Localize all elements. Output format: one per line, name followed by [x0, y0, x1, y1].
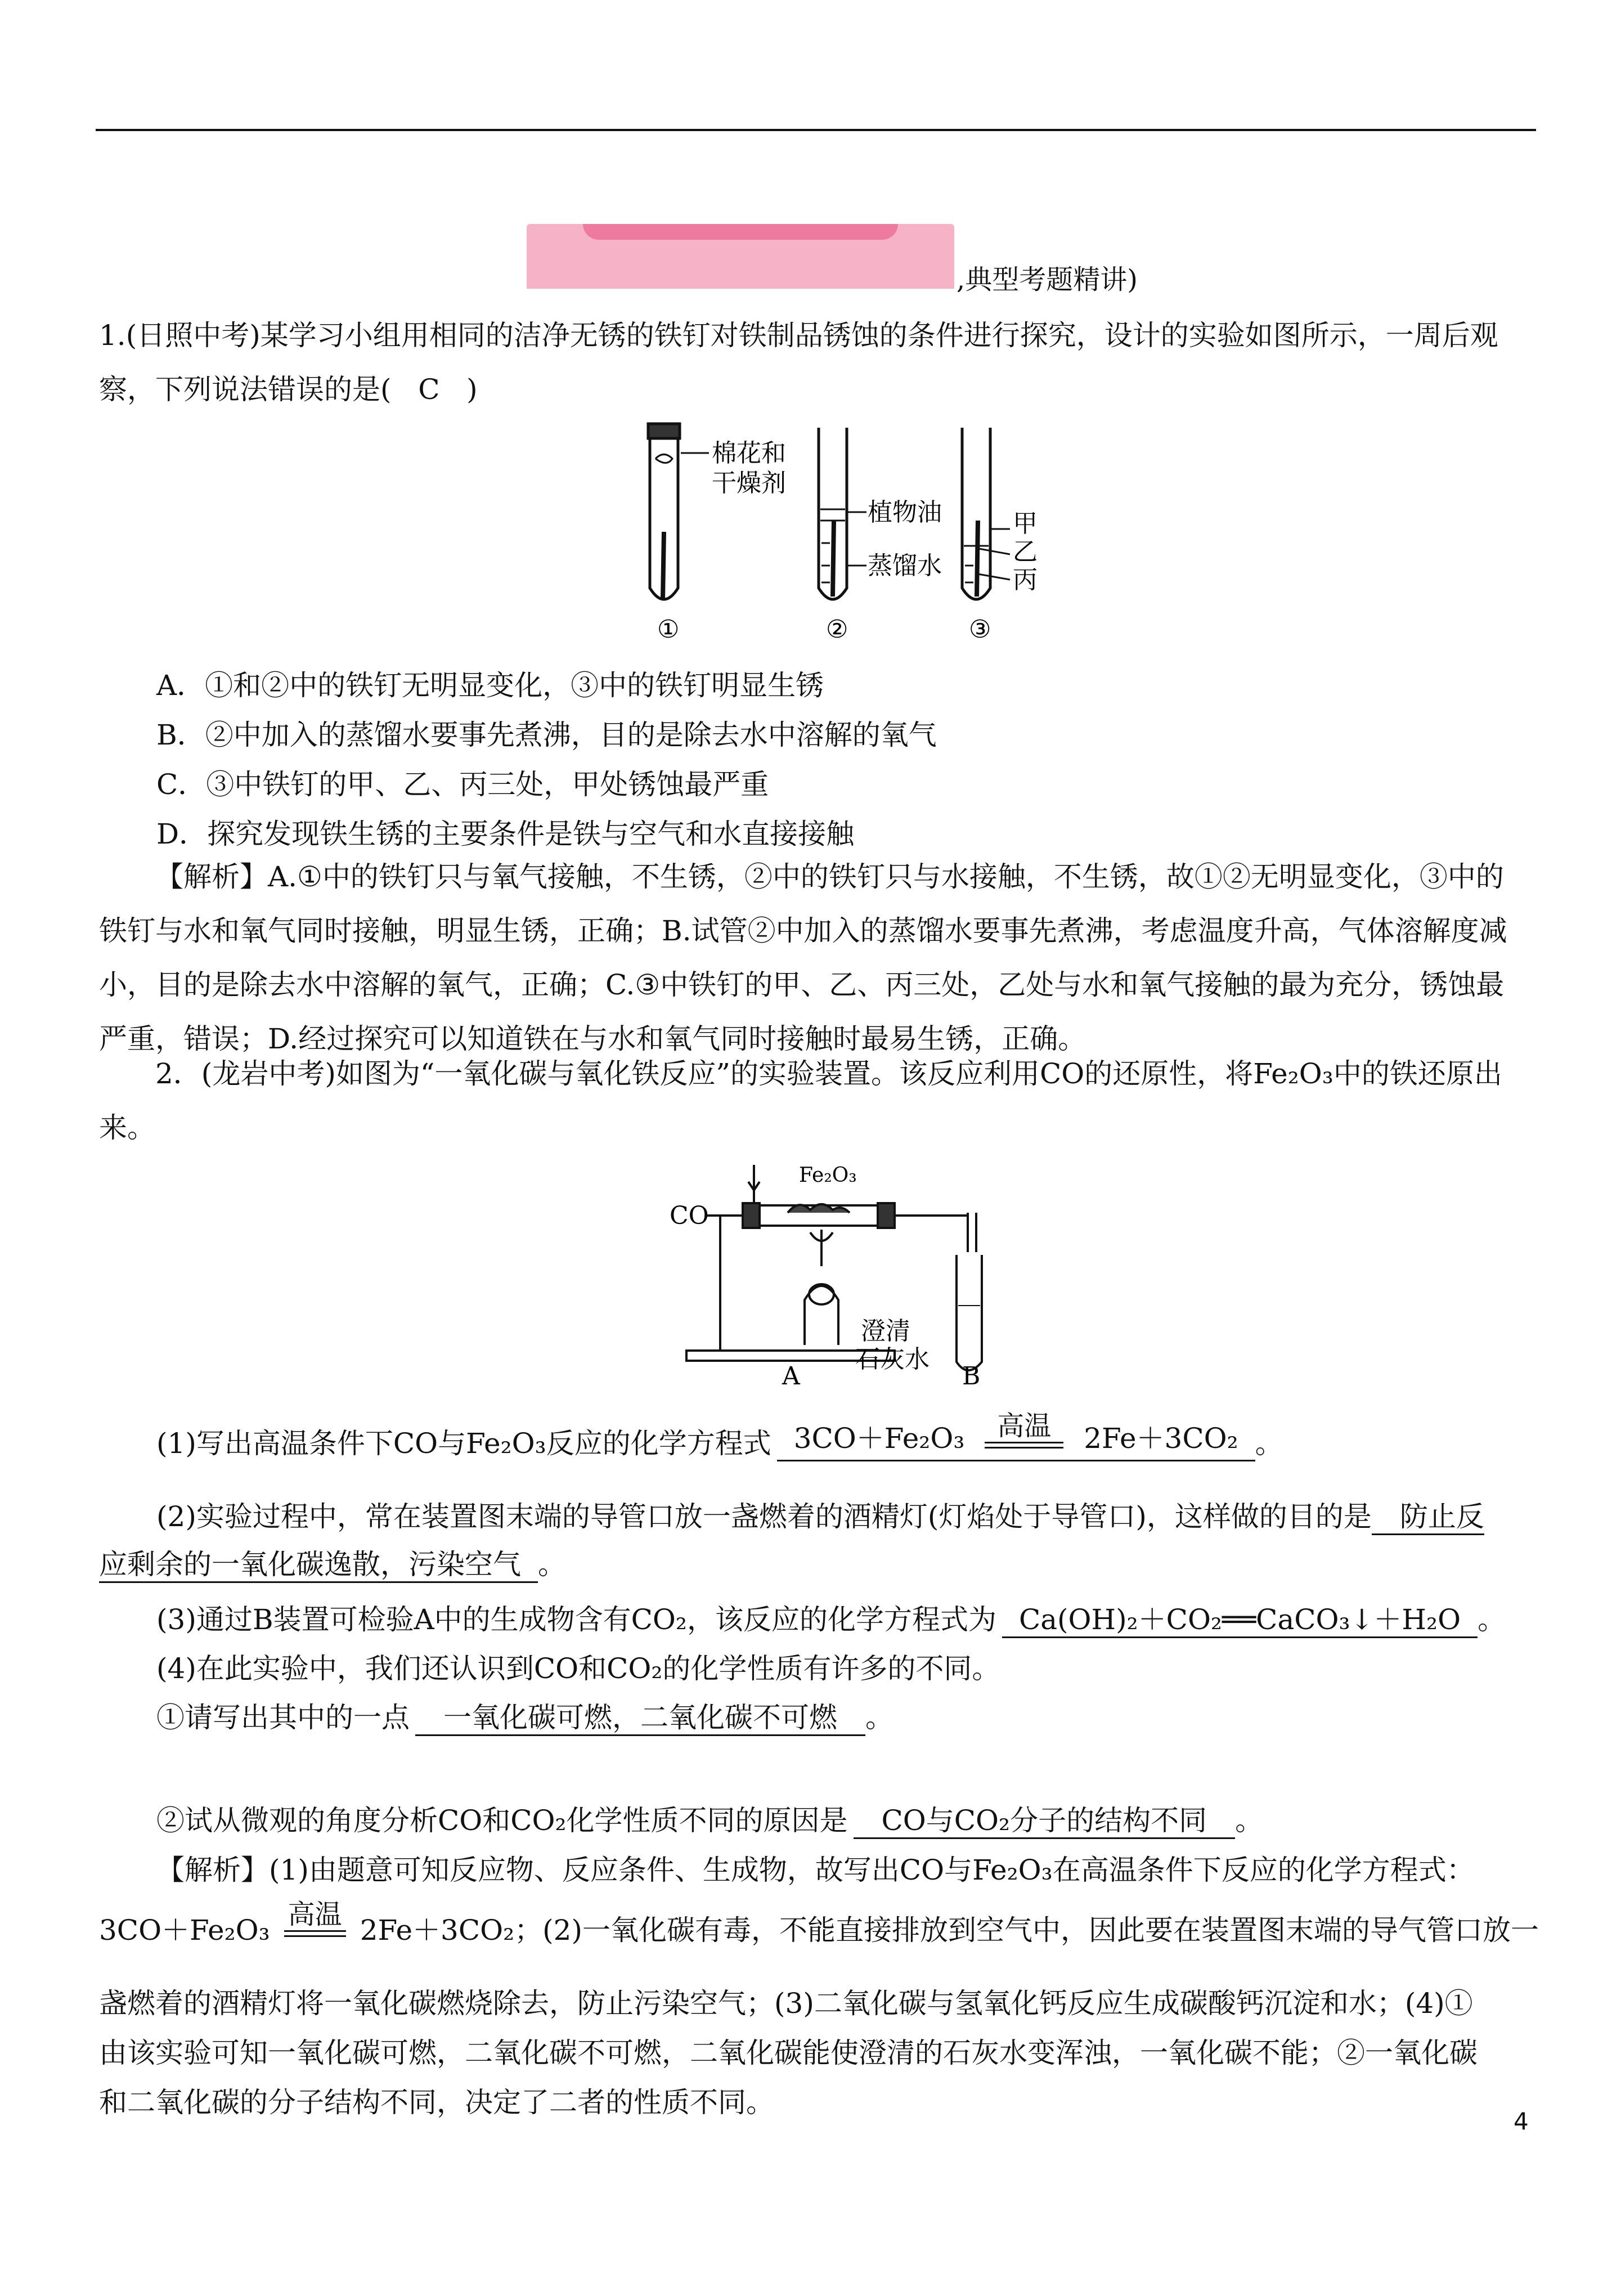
- q1-stem: [99, 308, 1528, 416]
- q2-part4a-answer: 一氧化碳可燃，二氧化碳不可燃: [415, 1701, 865, 1736]
- label-desiccant: 干燥剂: [712, 469, 786, 497]
- q2-part3-answer: Ca(OH)₂＋CO₂══CaCO₃↓＋H₂O: [1002, 1603, 1478, 1638]
- label-water: 蒸馏水: [868, 551, 942, 580]
- q2-analysis-line3: 盏燃着的酒精灯将一氧化碳燃烧除去，防止污染空气；(3)二氧化碳与氢氧化钙反应生成碳酸钙沉淀和水；(4)①: [99, 1987, 1473, 2020]
- q2-analysis-eq-sign: [284, 1899, 346, 1937]
- label-limewater-2: 石灰水: [855, 1345, 930, 1374]
- q2-part1-prefix: (1)写出高温条件下CO与Fe₂O₃反应的化学方程式: [156, 1427, 771, 1460]
- q2-analysis-line1: 【解析】(1)由题意可知反应物、反应条件、生成物，故写出CO与Fe₂O₃在高温条件下反应的化学方程式：: [156, 1854, 1475, 1886]
- q2-part4b-answer: CO与CO₂分子的结构不同: [854, 1804, 1236, 1839]
- label-jia: 甲: [1013, 509, 1038, 538]
- q2-part1-end: 。: [1255, 1427, 1283, 1460]
- label-oil: 植物油: [868, 498, 942, 527]
- q2-analysis-line4: 由该实验可知一氧化碳可燃，二氧化碳不可燃，二氧化碳能使澄清的石灰水变浑浊，一氧化碳不能；②一氧化碳: [99, 2037, 1478, 2069]
- tube-label-1: ①: [657, 615, 680, 644]
- q1-option-b: B．②中加入的蒸馏水要事先煮沸，目的是除去水中溶解的氧气: [156, 719, 937, 751]
- q2-analysis-eq-rhs: 2Fe＋3CO₂；(2)一氧化碳有毒，不能直接排放到空气中，因此要在装置图末端的导气管口放一: [360, 1914, 1539, 1947]
- q2-part2-answer-b: 应剩余的一氧化碳逸散，污染空气: [99, 1548, 538, 1583]
- q2-part1-eq-sign: [985, 1410, 1063, 1449]
- test-tube-2: [819, 428, 847, 599]
- q2-part3-end: 。: [1478, 1603, 1506, 1636]
- q2-part1-answer: [777, 1410, 1255, 1461]
- label-b: B: [962, 1362, 981, 1384]
- test-tube-1: [648, 424, 680, 599]
- q1-figure-test-tubes: [636, 419, 1086, 644]
- q2-analysis-eq-cond: 高温: [288, 1899, 342, 1930]
- q1-stem-text: 1.(日照中考)某学习小组用相同的洁净无锈的铁钉对铁制品锈蚀的条件进行探究，设计的实验如图所示，一周后观察，下列说法错误的是(: [99, 319, 1498, 406]
- q2-part1: [156, 1410, 1283, 1461]
- tube-label-2: ②: [826, 615, 848, 644]
- q2-part4a-prefix: ①请写出其中的一点: [156, 1701, 410, 1734]
- section-banner-accent: [583, 224, 898, 240]
- q2-figure-apparatus: [670, 1159, 1030, 1384]
- q2-part2-end: 。: [538, 1548, 566, 1581]
- q1-option-c: C．③中铁钉的甲、乙、丙三处，甲处锈蚀最严重: [156, 768, 769, 801]
- page-number: 4: [1514, 2107, 1529, 2135]
- q2-part4a: [156, 1695, 893, 1736]
- label-fe2o3: Fe₂O₃: [799, 1164, 857, 1187]
- label-cotton: 棉花和: [712, 439, 786, 468]
- label-a: A: [782, 1362, 800, 1384]
- q2-analysis-eq-bar: [284, 1930, 346, 1937]
- label-yi: 乙: [1013, 537, 1038, 566]
- q2-figure-svg: [670, 1159, 1030, 1384]
- section-banner: [527, 224, 954, 289]
- section-title: ,典型考题精讲): [957, 264, 1138, 295]
- q2-part3-prefix: (3)通过B装置可检验A中的生成物含有CO₂，该反应的化学方程式为: [156, 1603, 996, 1636]
- q1-option-a: A．①和②中的铁钉无明显变化，③中的铁钉明显生锈: [156, 669, 824, 702]
- q2-part2-prefix: (2)实验过程中，常在装置图末端的导管口放一盏燃着的酒精灯(灯焰处于导管口)，这样做的目的是: [156, 1500, 1372, 1533]
- q1-stem-end: ): [466, 373, 478, 406]
- q2-analysis-eq-lhs: 3CO＋Fe₂O₃: [99, 1914, 270, 1947]
- label-bing: 丙: [1013, 566, 1038, 594]
- q1-option-d: D．探究发现铁生锈的主要条件是铁与空气和水直接接触: [156, 818, 855, 850]
- q2-part1-bar: [985, 1442, 1063, 1449]
- q2-analysis-line5: 和二氧化碳的分子结构不同，决定了二者的性质不同。: [99, 2086, 774, 2119]
- q2-part4: (4)在此实验中，我们还认识到CO和CO₂的化学性质有许多的不同。: [156, 1652, 1000, 1685]
- q2-part4a-end: 。: [865, 1701, 893, 1734]
- q2-part3: [156, 1597, 1506, 1638]
- label-co: CO: [670, 1201, 709, 1230]
- q2-part4b-end: 。: [1235, 1804, 1264, 1837]
- tube-label-3: ③: [969, 615, 991, 644]
- q2-stem: 2．(龙岩中考)如图为“一氧化碳与氧化铁反应”的实验装置。该反应利用CO的还原性，将Fe₂O₃中的铁还原出来。: [99, 1057, 1502, 1144]
- q2-part2-answer-a: 防止反: [1372, 1500, 1484, 1535]
- q2-part1-condition: 高温: [997, 1410, 1052, 1442]
- q1-figure-svg: [636, 419, 1086, 644]
- q2-part4b-prefix: ②试从微观的角度分析CO和CO₂化学性质不同的原因是: [156, 1804, 848, 1837]
- test-tube-3: [962, 428, 990, 599]
- apparatus-drawing: [686, 1165, 982, 1370]
- q2-part2-line2: [99, 1542, 566, 1583]
- q2-analysis-line2: [99, 1899, 1539, 1948]
- q2-part1-lhs: 3CO＋Fe₂O₃: [793, 1422, 965, 1455]
- q1-analysis: 【解析】A.①中的铁钉只与氧气接触，不生锈，②中的铁钉只与水接触，不生锈，故①②无明显变化，③中的铁钉与水和氧气同时接触，明显生锈，正确；B.试管②中加入的蒸馏水要事先煮沸，考虑温度升高，气体溶解度减小，目的是除去水中溶解的氧气，正确；C.③中铁钉的甲、乙、丙三处，乙处与水和氧气接触的最为充分，锈蚀最严重，错误；D.经过探究可以知道铁在与水和氧气同时接触时最易生锈，正确。: [99, 860, 1507, 1055]
- q2-part4b: [156, 1798, 1263, 1839]
- header-rule: [96, 129, 1536, 131]
- label-limewater-1: 澄清: [861, 1317, 910, 1346]
- q1-answer: C: [418, 373, 440, 406]
- q2-part1-rhs: 2Fe＋3CO₂: [1084, 1422, 1238, 1455]
- q2-part2-line1: [156, 1494, 1484, 1535]
